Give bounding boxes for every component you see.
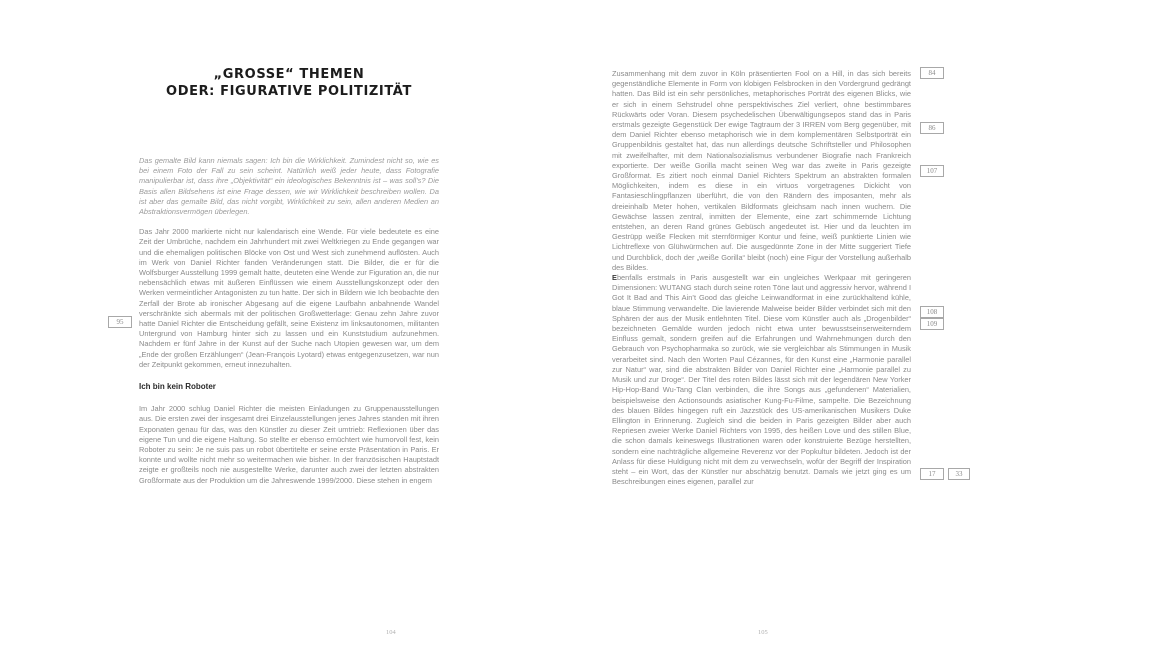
page-number: 104	[386, 629, 396, 636]
left-page	[0, 0, 578, 648]
section-heading: Ich bin kein Roboter	[139, 382, 216, 392]
paragraph-text: benfalls erstmals in Paris ausgestellt war ein ungleiches Werkpaar mit geringeren Dimensionen: WUTANG stach durch seine roten Töne laut und aggressiv hervor, während I Got It Bad and This Ain’t Good das gleiche Leinwandformat in eine zurückhaltend kühle, blaue Stimmung verwandelte. Die lavierende Malweise beider Bilder verbindet sich mit den Sphären der aus der Musik entlehnten Titel. Diese vom Künstler auch als „Drogenbilder“ bezeichneten Gemälde wurden jedoch nicht etwa unter bewusstseinserweiterndem Einfluss gemalt, sondern greifen auf die Erfahrungen und Wahrnehmungen durch den Gebrauch von Psychopharmaka so zurück, wie sie vergleichbar als Stimmungen in Musik verarbeitet sind. Nach den Worten Paul Cézannes, für den Kunst eine „Harmonie parallel zur Natur“ war, sind die abstrakten Bilder von Daniel Richter eine „Harmonie parallel zu Musik und zur Droge“. Der Titel des roten Bildes lässt sich mit der legendären New Yorker Hip-Hop-Band Wu-Tang Clan verbinden, die ihre Songs aus „gefundenen“ Materialien, beispielsweise den Actionsounds asiatischer Kung-Fu-Filme, sampelte. Die Bezeichnung des blauen Bildes hingegen ruft ein Jazzstück des US-amerikanischen Musikers Duke Ellington in Erinnerung. Zugleich sind die beiden in Paris gezeigten Bilder aber auch Repriesen zweier Werke Daniel Richters von 1995, des heißen Love und des stillen Blue, die schon damals keineswegs Illustrationen waren oder konstruierte Bezüge herstellten, sondern eine nachträgliche allgemeine Reverenz vor der Popkultur bildeten. Jedoch ist der Anlass für diese Huldigung nicht mit dem zu verwechseln, wofür der Begriff der Inspiration steht – ein Wort, das der Künstler nur abschätzig benutzt. Damals wie jetzt ging es um Beschreibungen eines eigenen, parallel zur	[612, 273, 911, 487]
chapter-title-line-1: „GROSSE“ THEMEN	[213, 67, 365, 82]
page-number: 105	[758, 629, 768, 636]
figure-reference-marker-109[interactable]: 109	[920, 318, 944, 330]
body-paragraph-continued: Zusammenhang mit dem zuvor in Köln präsentierten Fool on a Hill, in das sich bereits gegenständliche Elemente in Form von klobigen Felsbrocken in den Vordergrund gedrängt hatten. Das Bild ist ein sehr persönliches, metaphorisches Porträt des eigenen Blicks, wie er sich in einem Sehstrudel ohne perspektivisches Ziel verliert, ohne bestimmbares Rückwärts oder Voran. Diesem psychedelischen Überwältigungsepos stand das in Paris erstmals gezeigte Gegenstück Der ewige Tagtraum der 3 IRREN vom Berg gegenüber, mit dem Daniel Richter ebenso metaphorisch wie in dem komplementären Selbstporträt ein Gruppenbildnis gestaltet hat, das nun allerdings deutsche Schriftsteller und Philosophen mit zweifelhafter, mit dem Nationalsozialismus verbundener Biografie nach Frankreich exportierte. Der weiße Gorilla macht seinen Weg war das zweite in Paris gezeigte Großformat. Es zitiert noch einmal Daniel Richters Spektrum an abstrakten formalen Möglichkeiten, indem es diese in ein virtuos vorgetragenes Dickicht von Fantasieschlingpflanzen überführt, die von den Rändern des imposanten, mehr als dreieinhalb Meter hohen, vertikalen Bildformats gleichsam nach innen wuchern. Die Gewächse lassen zentral, inmitten der Elemente, eine zart schimmernde Lichtung entstehen, an deren Rand grünes Gebüsch angedeutet ist. Hier und da leuchten im Gestrüpp weiße Flecken mit sternförmiger Kontur und feine, weiß punktierte Linien wie Lichtreflexe von Glühwürmchen auf. Die ausgedünnte Zone in der Mitte suggeriert Tiefe und Durchblick, doch der „weiße Gorilla“ bleibt (noch) eine Figur der Vorstellung außerhalb des Bildes.	[612, 69, 911, 272]
figure-reference-marker-107[interactable]: 107	[920, 165, 944, 177]
left-text-column	[139, 156, 439, 486]
figure-reference-marker-84[interactable]: 84	[920, 67, 944, 79]
right-text-column	[612, 69, 911, 487]
body-paragraph-ebenfalls	[612, 273, 911, 487]
chapter-title-line-2: ODER: FIGURATIVE POLITIZITÄT	[166, 84, 412, 99]
intro-paragraph: Das gemalte Bild kann niemals sagen: Ich bin die Wirklichkeit. Zumindest nicht so, wie es bei einem Foto der Fall zu sein scheint. Natürlich weiß jeder heute, dass Fotografie manipulierbar ist, dass ihre „Objektivität“ ein ideologisches Bekenntnis ist – was soll’s? Die Basis allen Bildsehens ist eine Frage dessen, wie wir Wirklichkeit beschreiben wollen. Da ist aber das gemalte Bild, das nicht vorgibt, Wirklichkeit zu sein, allen anderen Medien an Abstraktionsvermögen überlegen.	[139, 156, 439, 217]
figure-reference-marker-33[interactable]: 33	[948, 468, 970, 480]
body-paragraph-2: Im Jahr 2000 schlug Daniel Richter die meisten Einladungen zu Gruppenausstellungen aus. Die ersten zwei der insgesamt drei Einzelausstellungen jenes Jahres standen mit ihren Exponaten genau für das, was den Künstler zu dieser Zeit umtrieb: Reflexionen über das eigene Tun und die eigene Haltung. So stellte er ebenso ernüchtert wie humorvoll fest, kein Roboter zu sein: Je ne suis pas un robot übertitelte er seine erste Präsentation in Paris. Er konnte und wollte nicht mehr so weitermachen wie bisher. In der französischen Hauptstadt zeigte er großteils noch nie ausgestellte Werke, darunter auch zwei der letzten abstrakten Großformate aus der Produktion um die Jahreswende 1999/2000. Diese stehen in engem	[139, 404, 439, 485]
figure-reference-marker-86[interactable]: 86	[920, 122, 944, 134]
paragraph-initial: E	[612, 273, 617, 283]
body-paragraph-1: Das Jahr 2000 markierte nicht nur kalendarisch eine Wende. Für viele bedeutete es eine Zeit der Umbrüche, nachdem ein Jahrhundert mit zwei Weltkriegen zu Ende gegangen war und die ehemaligen politischen Blöcke von Ost und West sich zunehmend auflösten. Auch im Werk von Daniel Richter fanden Veränderungen statt. Die Bilder, die er für die Wolfsburger Ausstellung 1999 gemalt hatte, deuteten eine Wende zur Figuration an, die nur nebensächlich etwas mit äußeren Einflüssen wie einem Ausstellungskonzept oder den Werken vermeintlicher Antagonisten zu tun hatte. Der sich in Bildern wie Ich beobachte den Zerfall der Brote ab ironischer Abgesang auf die eigene Laufbahn anbahnende Wandel verschränkte sich abermals mit der politischen Großwetterlage: Genau zehn Jahre zuvor hatte Daniel Richter die Entscheidung gefällt, seine Existenz im linksautonomen, militanten Untergrund von Hamburg hinter sich zu lassen und ein Kunststudium aufzunehmen. Nachdem er fünf Jahre in der Kunst auf der Suche nach Utopien gewesen war, um dem „Ende der großen Erzählungen“ (Jean-François Lyotard) etwas entgegenzusetzen, war nun der Zeitpunkt gekommen, erneut innezuhalten.	[139, 227, 439, 369]
figure-reference-marker-17[interactable]: 17	[920, 468, 944, 480]
figure-reference-marker-108[interactable]: 108	[920, 306, 944, 318]
chapter-title	[0, 66, 578, 100]
figure-reference-marker[interactable]: 95	[108, 316, 132, 328]
right-page	[578, 0, 1157, 648]
